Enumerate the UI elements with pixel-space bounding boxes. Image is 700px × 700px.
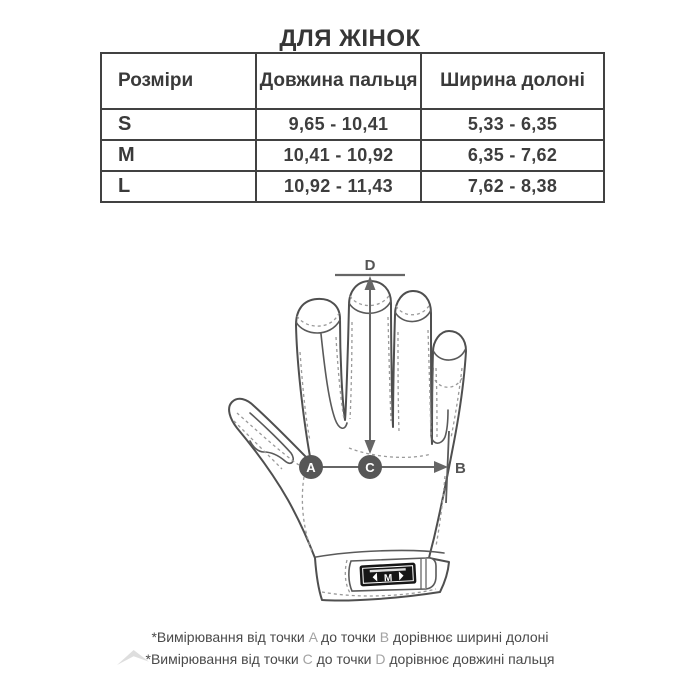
finger-length-cell: 9,65 - 10,41 — [256, 109, 421, 140]
palm-width-cell: 7,62 - 8,38 — [421, 171, 604, 202]
header-sizes: Розміри — [101, 53, 256, 109]
footnote-text: до точки — [312, 651, 376, 667]
point-ref: D — [375, 651, 386, 667]
point-d-label: D — [364, 257, 376, 274]
footnote-text: дорівнює довжині пальця — [385, 651, 555, 667]
finger-length-cell: 10,41 - 10,92 — [256, 140, 421, 171]
size-cell: S — [101, 109, 256, 140]
point-ref: C — [302, 651, 313, 667]
footnote-text: *Вимірювання від точки — [151, 629, 309, 645]
glove-measurement-diagram — [185, 248, 515, 623]
point-c-label: C — [365, 460, 375, 475]
logo-letter: M — [383, 572, 393, 585]
header-finger-length: Довжина пальця — [256, 53, 421, 109]
point-ref: A — [308, 629, 318, 645]
header-palm-width: Ширина долоні — [421, 53, 604, 109]
footnote-text: дорівнює ширині долоні — [389, 629, 549, 645]
table-row — [101, 140, 604, 171]
finger-length-cell: 10,92 - 11,43 — [256, 171, 421, 202]
size-cell: M — [101, 140, 256, 171]
palm-width-cell: 6,35 - 7,62 — [421, 140, 604, 171]
table-row — [101, 171, 604, 202]
footnote-finger-length — [0, 648, 700, 670]
point-ref: B — [379, 629, 390, 645]
glove-outline — [229, 281, 466, 601]
palm-width-cell: 5,33 - 6,35 — [421, 109, 604, 140]
mechanix-logo-patch — [359, 563, 416, 587]
footnote-text: *Вимірювання від точки — [145, 651, 303, 667]
point-a-label: A — [306, 460, 316, 475]
page-title: ДЛЯ ЖІНОК — [279, 25, 421, 52]
size-table — [100, 52, 605, 203]
footnote-palm-width — [0, 626, 700, 648]
size-cell: L — [101, 171, 256, 202]
point-b-label: B — [455, 460, 466, 477]
footnotes — [0, 626, 700, 670]
table-header-row — [101, 53, 604, 109]
table-row — [101, 109, 604, 140]
footnote-text: до точки — [317, 629, 380, 645]
